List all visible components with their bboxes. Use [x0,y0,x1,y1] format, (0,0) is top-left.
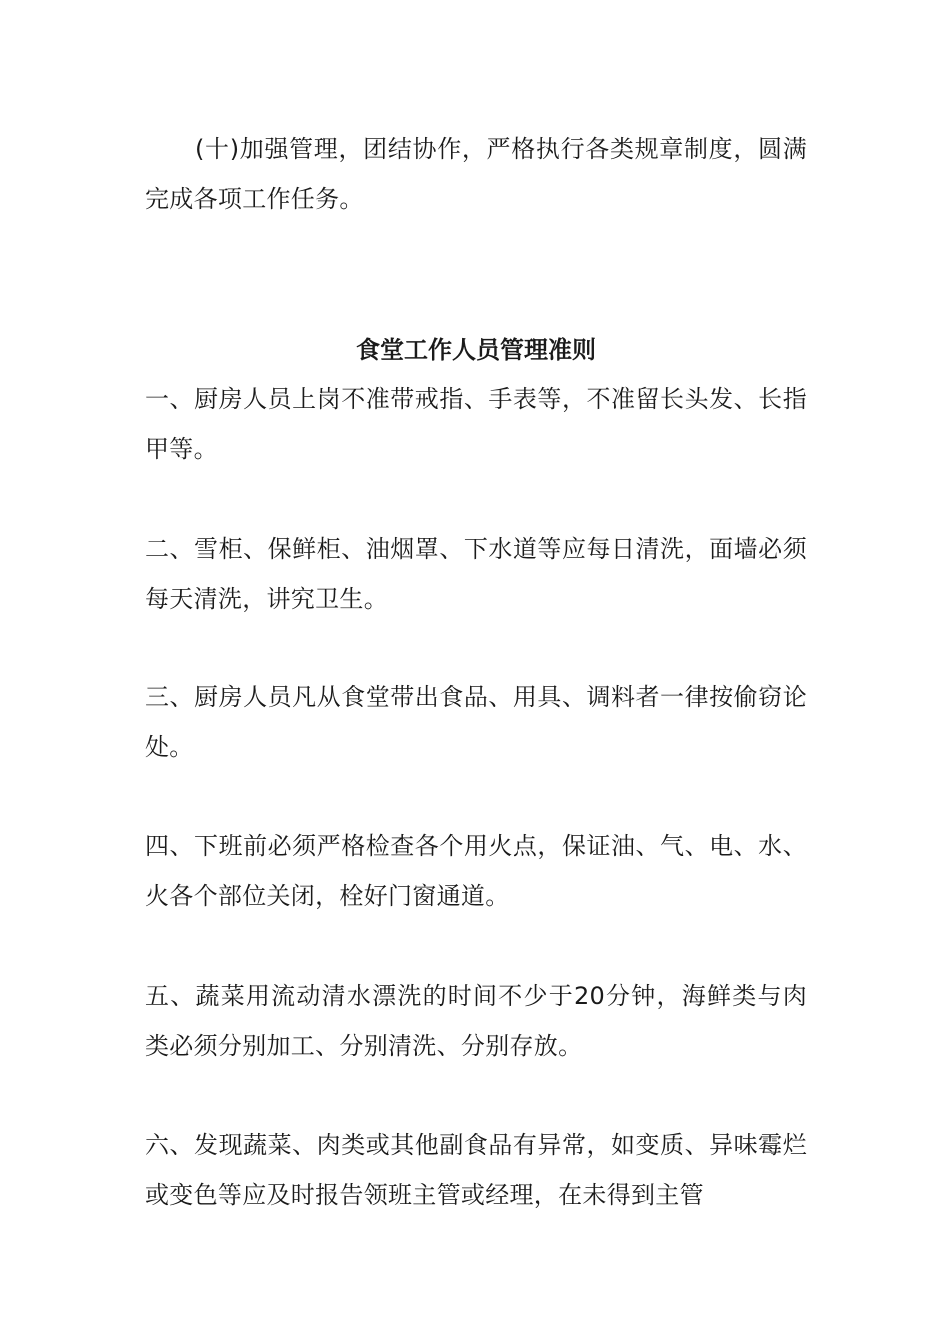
rule-item-1: 一、厨房人员上岗不准带戒指、手表等，不准留长头发、长指甲等。 [145,385,807,463]
rule-item-5: 五、蔬菜用流动清水漂洗的时间不少于20分钟，海鲜类与肉类必须分别加工、分别清洗、分别存放。 [145,982,807,1060]
section-title: 食堂工作人员管理准则 [356,336,596,364]
rule-item-4: 四、下班前必须严格检查各个用火点，保证油、气、电、水、火各个部位关闭，栓好门窗通道。 [145,832,807,910]
rule-item-2: 二、雪柜、保鲜柜、油烟罩、下水道等应每日清洗，面墙必须每天清洗，讲究卫生。 [145,535,807,613]
intro-paragraph: (十)加强管理，团结协作，严格执行各类规章制度，圆满完成各项工作任务。 [145,135,807,213]
rule-item-3: 三、厨房人员凡从食堂带出食品、用具、调料者一律按偷窃论处。 [145,683,807,761]
rule-item-6: 六、发现蔬菜、肉类或其他副食品有异常，如变质、异味霉烂或变色等应及时报告领班主管或经理，在未得到主管 [145,1131,807,1209]
